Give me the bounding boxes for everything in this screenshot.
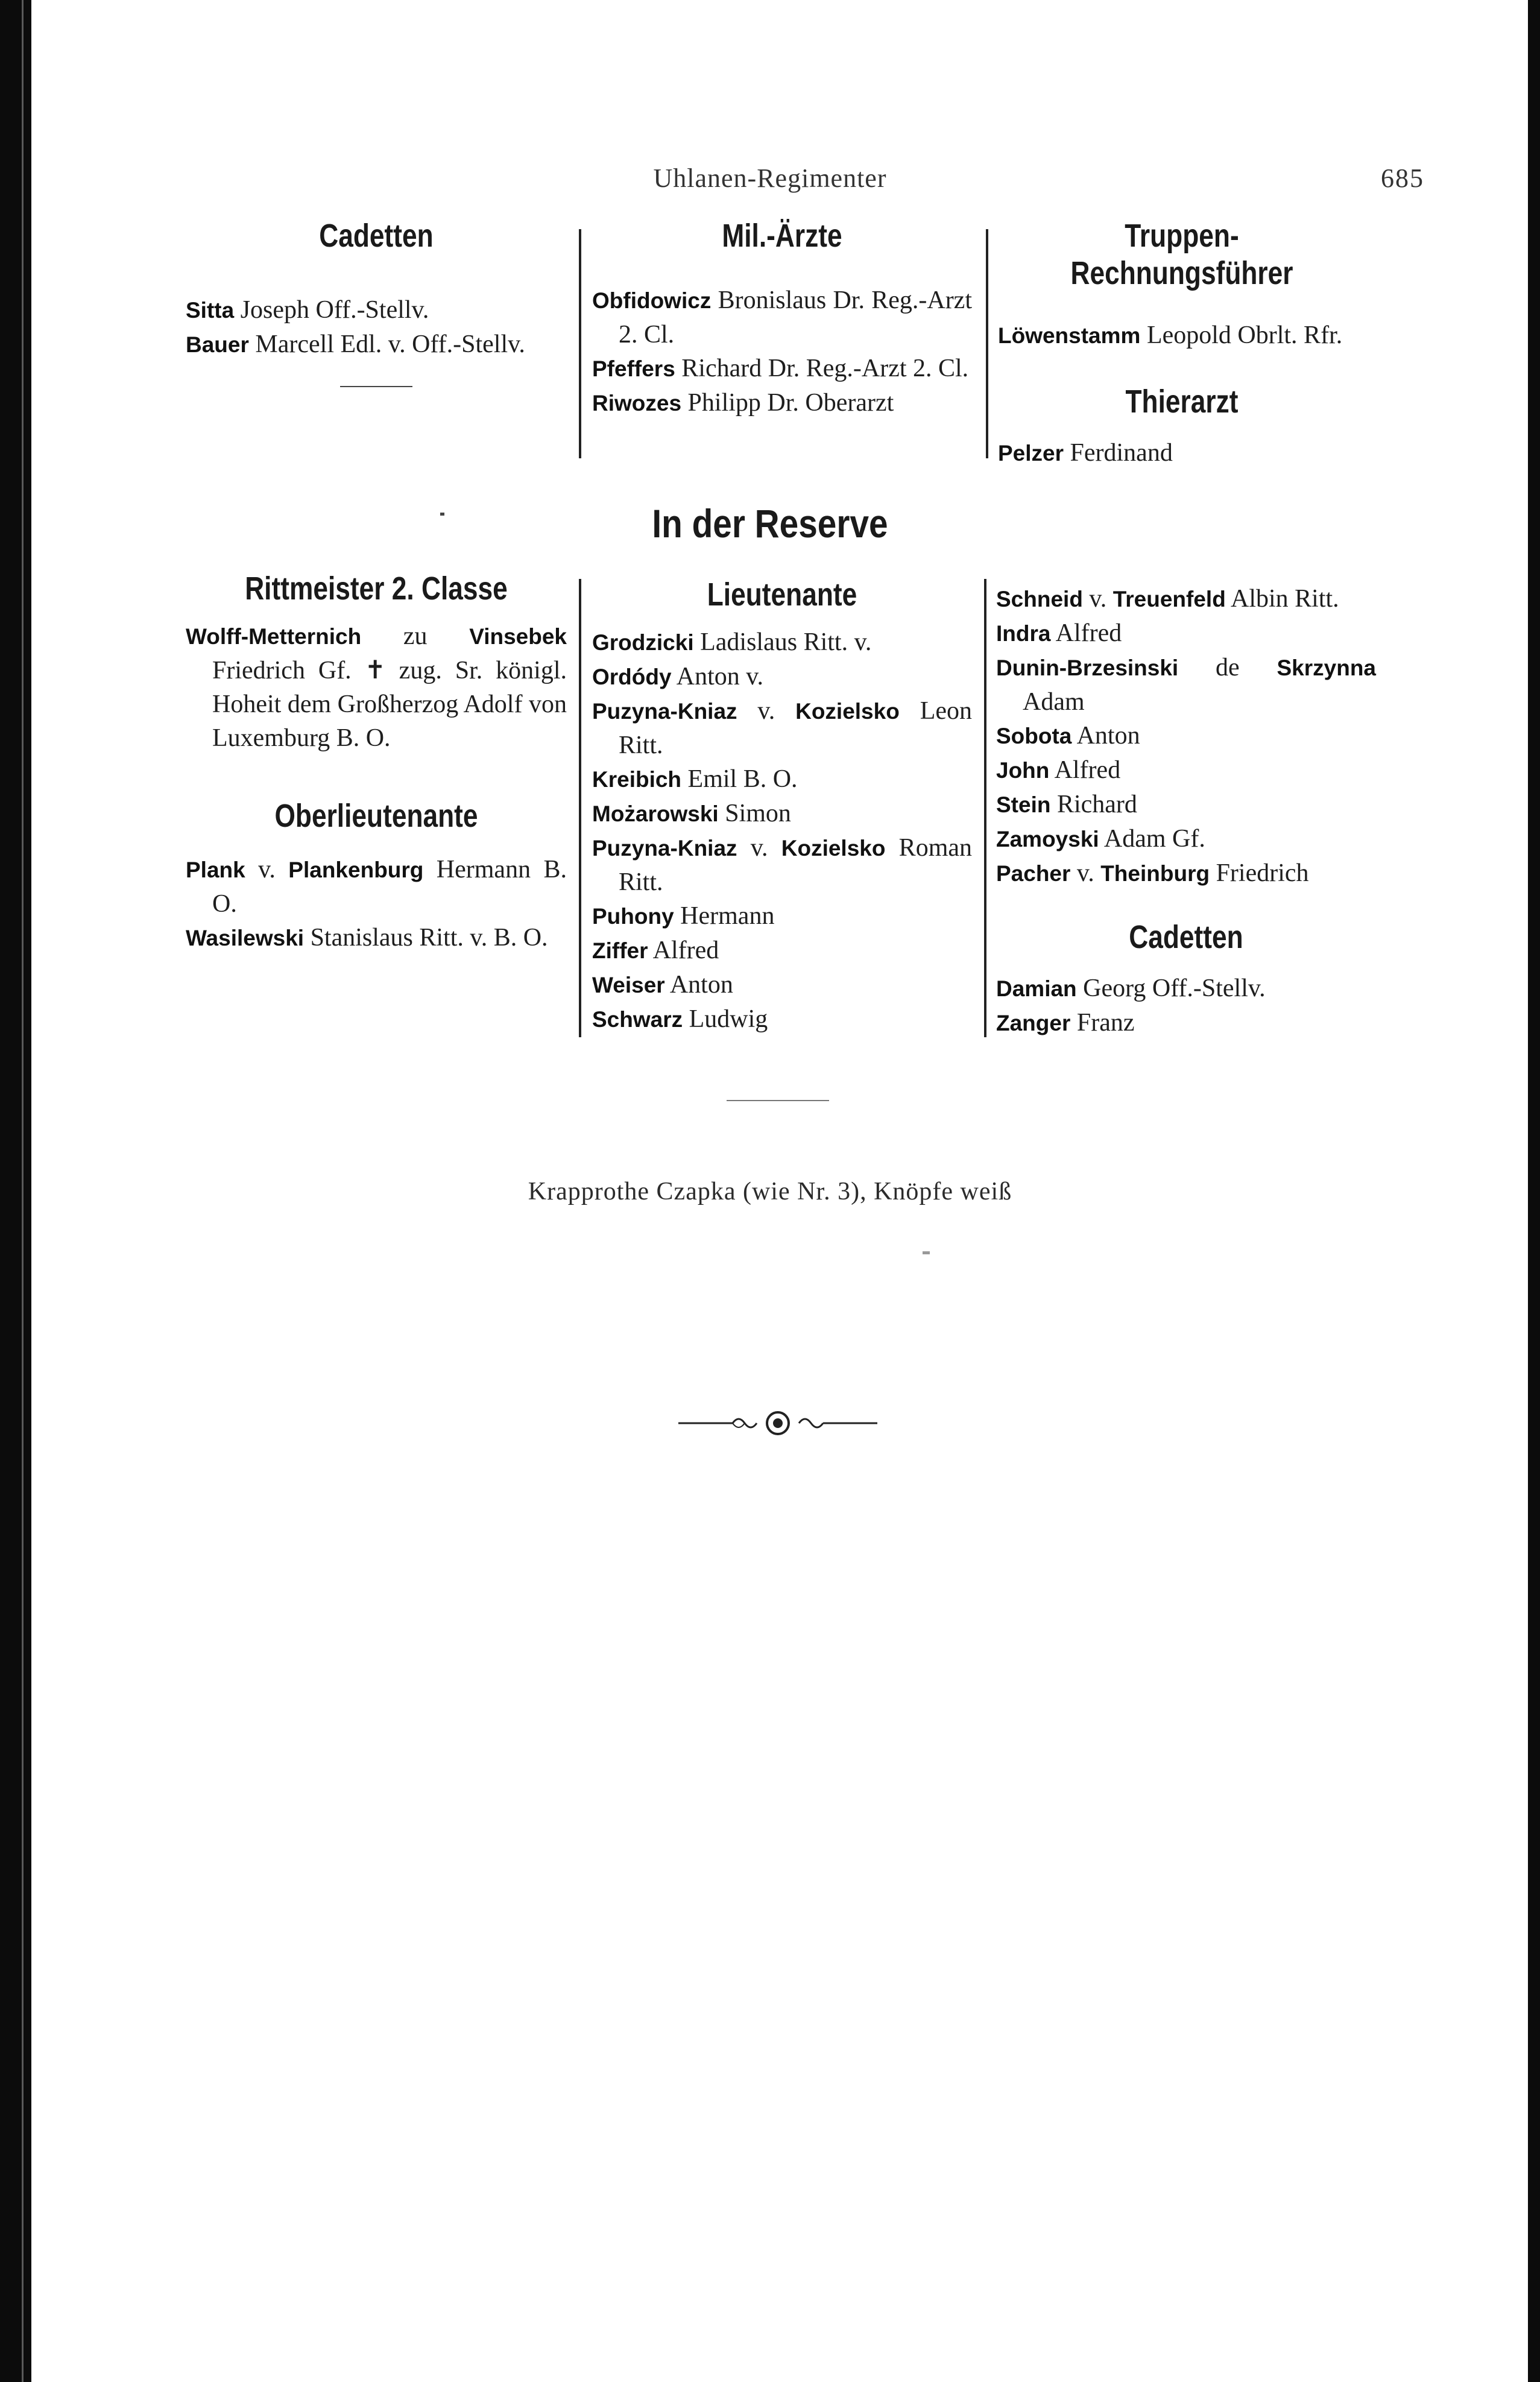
surname: Pelzer	[998, 441, 1064, 466]
entry-text: Bronislaus Dr. Reg.-Arzt 2. Cl.	[619, 286, 972, 349]
top-col-1	[186, 217, 567, 387]
person-entry	[996, 582, 1376, 616]
surname: Skrzynna	[1276, 656, 1376, 680]
person-entry	[592, 352, 972, 386]
entry-text: Albin Ritt.	[1225, 585, 1339, 613]
person-entry	[996, 971, 1376, 1006]
person-entry	[592, 694, 972, 762]
person-entry	[592, 831, 972, 899]
person-entry	[996, 651, 1376, 719]
entry-list	[996, 582, 1376, 891]
entry-text: Ludwig	[683, 1005, 768, 1033]
person-entry	[998, 436, 1366, 470]
surname: Dunin-Brzesinski	[996, 656, 1179, 680]
surname: Plank	[186, 858, 245, 882]
person-entry	[592, 934, 972, 968]
surname: Damian	[996, 976, 1077, 1001]
entry-text: Hermann	[674, 902, 775, 930]
entry-text: Roman Ritt.	[619, 834, 973, 896]
section-heading: Rittmeister 2. Classe	[245, 570, 508, 607]
entry-text: Philipp Dr. Oberarzt	[681, 389, 894, 417]
footnote: Krapprothe Czapka (wie Nr. 3), Knöpfe weiß	[528, 1178, 1012, 1205]
entry-text: Alfred	[1050, 619, 1122, 647]
entry-text: Leon Ritt.	[619, 697, 972, 759]
person-entry	[592, 899, 972, 934]
surname: Ziffer	[592, 938, 648, 963]
person-entry	[186, 619, 567, 755]
entry-text: Joseph Off.-Stellv.	[234, 296, 429, 324]
column-rule	[579, 229, 581, 458]
person-entry	[592, 625, 972, 660]
entry-text: Franz	[1070, 1009, 1135, 1037]
surname: Ordódy	[592, 665, 672, 689]
entry-text: Anton v.	[671, 663, 764, 690]
surname: Kozielsko	[781, 836, 886, 861]
person-entry	[186, 327, 567, 362]
entry-list	[996, 971, 1376, 1040]
surname: Theinburg	[1100, 861, 1210, 886]
entry-list	[998, 318, 1366, 353]
surname: Zanger	[996, 1011, 1071, 1035]
reserve-heading: In der Reserve	[652, 501, 888, 546]
entry-list	[186, 293, 567, 362]
surname: Możarowski	[592, 801, 719, 826]
divider	[727, 1100, 829, 1101]
surname: Kreibich	[592, 767, 682, 792]
person-entry	[186, 293, 567, 327]
person-entry	[592, 797, 972, 831]
surname: Pacher	[996, 861, 1071, 886]
person-entry	[996, 788, 1376, 822]
entry-text: Adam Gf.	[1099, 825, 1205, 853]
entry-text: Anton	[1071, 722, 1140, 750]
entry-list	[592, 283, 972, 420]
surname: Zamoyski	[996, 827, 1099, 851]
surname: Plankenburg	[288, 858, 424, 882]
entry-text: Georg Off.-Stellv.	[1076, 975, 1266, 1002]
person-entry	[996, 856, 1376, 891]
top-col-2	[592, 217, 972, 420]
flourish-ornament	[678, 1405, 877, 1441]
top-col-3	[998, 217, 1366, 470]
entry-text: Friedrich	[1210, 859, 1309, 887]
entry-text: Emil B. O.	[681, 765, 798, 793]
person-entry	[996, 1006, 1376, 1040]
surname: Sobota	[996, 724, 1072, 748]
section-heading: Thierarzt	[1125, 384, 1239, 420]
entry-text: Leopold Obrlt. Rfr.	[1140, 321, 1343, 349]
person-entry	[592, 386, 972, 420]
entry-text: Richard Dr. Reg.-Arzt 2. Cl.	[675, 355, 969, 382]
entry-text: v.	[1082, 585, 1113, 613]
surname: Bauer	[186, 332, 249, 357]
page-number: 685	[1381, 163, 1424, 193]
surname: Schwarz	[592, 1007, 683, 1032]
entry-text: Adam	[1023, 688, 1085, 716]
person-entry	[592, 283, 972, 352]
entry-text: v.	[737, 834, 781, 862]
surname: John	[996, 758, 1050, 783]
entry-text: de	[1178, 654, 1277, 681]
section-heading: Oberlieutenante	[274, 798, 478, 834]
surname: Kozielsko	[795, 699, 900, 724]
entry-text: v.	[245, 856, 289, 883]
entry-text: Alfred	[1049, 756, 1121, 784]
print-speck	[923, 1251, 930, 1254]
person-entry	[592, 968, 972, 1002]
person-entry	[186, 853, 567, 921]
person-entry	[592, 660, 972, 694]
entry-list	[186, 619, 567, 755]
surname: Obfidowicz	[592, 288, 712, 313]
entry-text: Ladislaus Ritt. v.	[693, 628, 872, 656]
surname: Wasilewski	[186, 926, 305, 950]
entry-list	[186, 853, 567, 955]
entry-list	[592, 625, 972, 1037]
surname: Puzyna-Kniaz	[592, 699, 737, 724]
surname: Grodzicki	[592, 630, 694, 655]
person-entry	[996, 616, 1376, 651]
entry-text: Hermann B. O.	[212, 856, 567, 918]
surname: Puhony	[592, 904, 674, 929]
column-rule	[579, 579, 581, 1037]
column-rule	[986, 229, 988, 458]
surname: Vinsebek	[469, 624, 567, 649]
entry-list	[998, 436, 1366, 470]
entry-text: Stanislaus Ritt. v. B. O.	[304, 924, 548, 952]
reserve-col-3	[996, 582, 1376, 1040]
section-heading: Cadetten	[319, 218, 434, 254]
surname: Löwenstamm	[998, 323, 1141, 348]
person-entry	[996, 719, 1376, 753]
section-heading: Truppen-Rechnungsführer	[1070, 218, 1293, 291]
column-rule	[984, 579, 986, 1037]
surname: Treuenfeld	[1112, 587, 1226, 611]
person-entry	[998, 318, 1366, 353]
surname: Wolff-Metternich	[186, 624, 362, 649]
surname: Stein	[996, 792, 1051, 817]
entry-text: Alfred	[648, 937, 719, 964]
divider	[340, 386, 412, 387]
surname: Indra	[996, 621, 1051, 646]
section-heading: Cadetten	[1129, 919, 1243, 955]
entry-text: Simon	[718, 800, 791, 827]
surname: Sitta	[186, 298, 235, 323]
surname: Riwozes	[592, 391, 682, 415]
reserve-col-2	[592, 576, 972, 1037]
entry-text: v.	[1070, 859, 1101, 887]
entry-text: Anton	[664, 971, 733, 999]
person-entry	[996, 822, 1376, 856]
surname: Weiser	[592, 973, 665, 997]
surname: Puzyna-Kniaz	[592, 836, 737, 861]
person-entry	[592, 1002, 972, 1037]
running-head: Uhlanen-Regimenter	[653, 163, 887, 193]
surname: Schneid	[996, 587, 1083, 611]
section-heading: Mil.-Ärzte	[722, 218, 842, 254]
section-heading: Lieutenante	[707, 577, 857, 613]
person-entry	[592, 762, 972, 797]
entry-text: Marcell Edl. v. Off.-Stellv.	[248, 330, 525, 358]
entry-text: Ferdinand	[1064, 439, 1173, 467]
person-entry	[186, 921, 567, 955]
entry-text: v.	[737, 697, 796, 725]
entry-text: Friedrich Gf. ✝ zug. Sr. königl. Hoheit dem Großherzog Adolf von Luxemburg B. O.	[212, 657, 567, 752]
entry-text: Richard	[1050, 791, 1137, 818]
entry-text: zu	[361, 622, 470, 650]
surname: Pfeffers	[592, 356, 675, 381]
reserve-col-1	[186, 570, 567, 955]
person-entry	[996, 753, 1376, 788]
